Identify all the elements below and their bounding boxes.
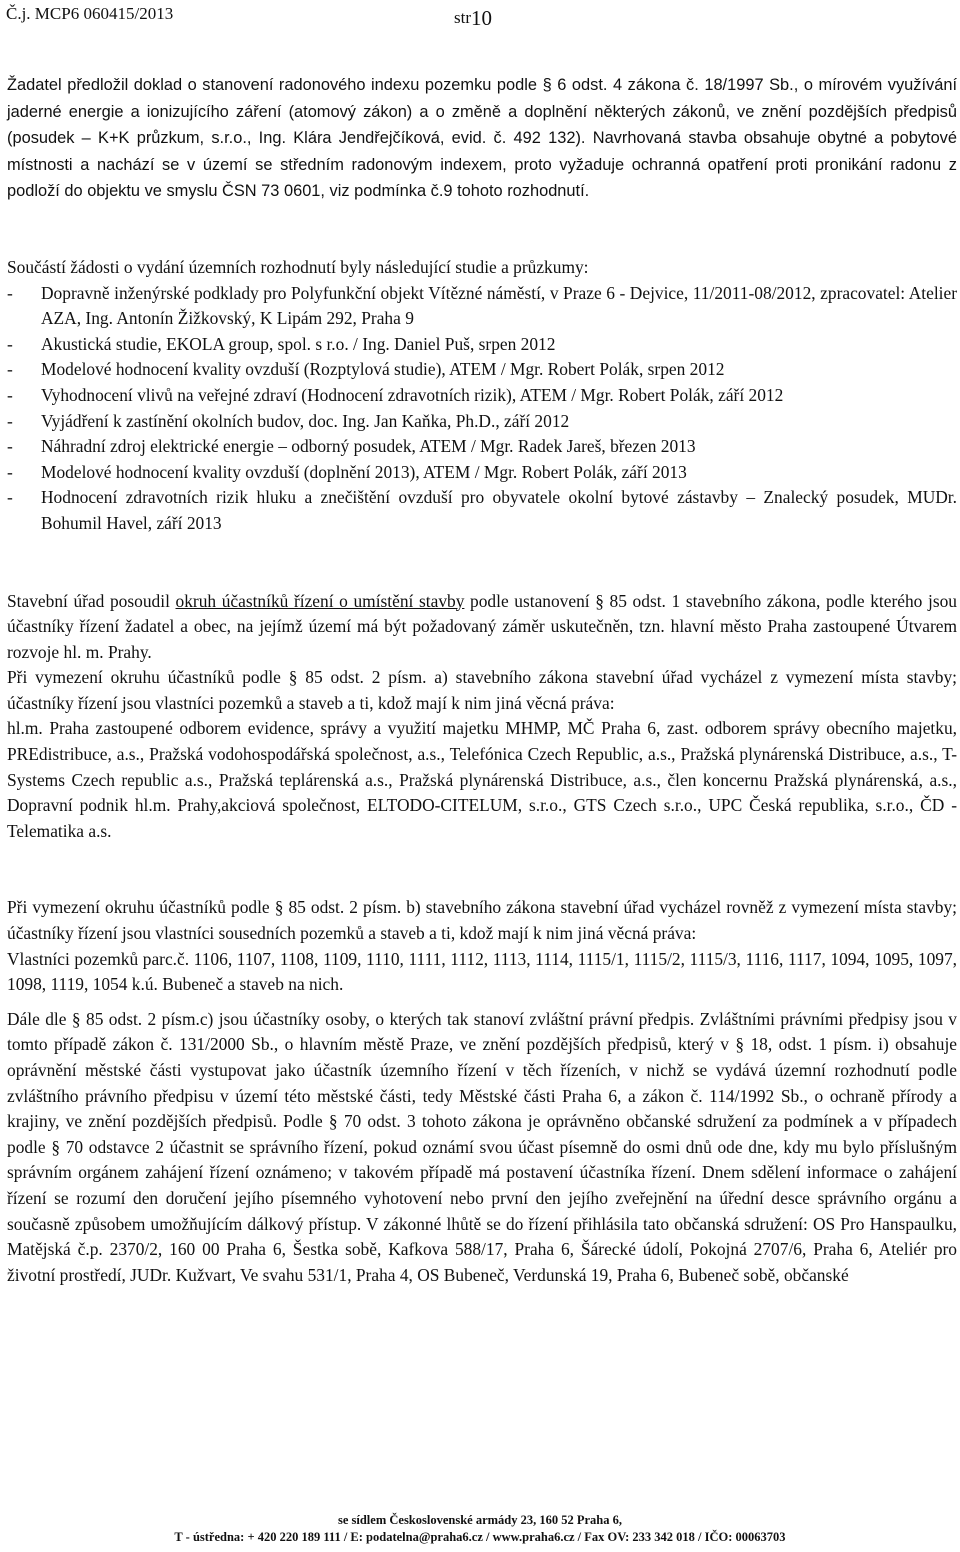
study-item: - Akustická studie, EKOLA group, spol. s r.o. / Ing. Daniel Puš, srpen 2012: [7, 332, 957, 358]
radon-text-sans-1: Žadatel předložil doklad o stanovení radonového indexu pozemku podle § 6 odst. 4 zákona č. 18/1997 Sb., o mírovém využívání jaderné energie a ionizujícího záření (atomový zákon) a o změně a doplnění některých zákonů, ve znění pozdějších předpisů (posudek – K+K průzkum, s.r.o., Ing. Klára Jendřejčíková, evid. č. 492 132).: [7, 76, 957, 148]
study-item: - Náhradní zdroj elektrické energie – odborný posudek, ATEM / Mgr. Radek Jareš, březen 2013: [7, 434, 957, 460]
page-label: str: [454, 8, 471, 27]
study-item: - Dopravně inženýrské podklady pro Polyfunkční objekt Vítězné náměstí, v Praze 6 - Dejvice, 11/2011-08/2012, zpracovatel: Atelier AZA, Ing. Antonín Žižkovský, K Lipám 292, Praha 9: [7, 281, 957, 332]
participants-b-paragraph: Při vymezení okruhu účastníků podle § 85 odst. 2 písm. b) stavebního zákona stavební úřad vycházel rovněž z vymezení místa stavby; účastníky řízení jsou vlastníci sousedních pozemků a staveb a ti, kdož mají k nim jiná věcná práva:: [7, 897, 957, 944]
participants-text-pre: Stavební úřad posoudil: [7, 590, 176, 611]
participants-c-paragraph: Dále dle § 85 odst. 2 písm.c) jsou účastníky osoby, o kterých tak stanoví zvláštní právní předpis. Zvláštními právními předpisy jsou v tomto případě zákon č. 131/2000 Sb., o hlavním městě Praze, ve znění pozdějších předpisů, který v § 18, odst. 1 písm. i) obsahuje oprávnění městské části vystupovat jako účastník územního řízení v těch řízeních, v nichž se vydává územní rozhodnutí podle zvláštního právního předpisu v území této městské části, tedy Městské části Praha 6, a zákon č. 114/1992 Sb., o ochraně přírody a krajiny, ve znění pozdějších předpisů. Podle § 70 odst. 3 tohoto zákona je oprávněno občanské sdružení za podmínek a v případech podle § 70 odstavce 2 účastnit se správního řízení, pokud oznámí svou účast písemně do osmi dnů ode dne, kdy mu bylo příslušným správním orgánem zahájení řízení oznámeno; v takovém případě má postavení účastníka řízení. Dnem sdělení informace o zahájení řízení se rozumí den doručení jejího písemného vyhotovení nebo první den jejího zveřejnění na úřední desce správního orgánu a současně způsobem umožňujícím dálkový přístup. V zákonné lhůtě se do řízení přihlásila tato občanská sdružení: OS Pro Hanspaulku, Matějská č.p. 2370/2, 160 00 Praha 6, Šestka sobě, Kafkova 588/17, Praha 6, Šárecké údolí, Pokojná 2707/6, Praha 6, Ateliér pro životní prostředí, JUDr. Kužvart, Ve svahu 531/1, Praha 4, OS Bubeneč, Verdunská 19, Praha 6, Bubeneč sobě, občanské: [7, 1008, 957, 1285]
radon-paragraph: [7, 72, 957, 205]
study-item: - Hodnocení zdravotních rizik hluku a znečištění ovzduší pro obyvatele okolní bytové zástavby – Znalecký posudek, MUDr. Bohumil Havel, září 2013: [7, 485, 957, 536]
reference-number: Č.j. MCP6 060415/2013: [6, 4, 174, 23]
study-item: - Vyjádření k zastínění okolních budov, doc. Ing. Jan Kaňka, Ph.D., září 2012: [7, 409, 957, 435]
participants-paragraph: [7, 589, 957, 666]
footer-address: se sídlem Československé armády 23, 160 52 Praha 6,: [337, 1513, 623, 1527]
page-number: [454, 4, 492, 29]
participants-text-post: podle ustanovení § 85 odst. 1 stavebního zákona, podle kterého jsou účastníky řízení žadatel a obec, na jejímž území má být požadovaný záměr uskutečněn, tzn. hlavní město Praha zastoupené Útvarem rozvoje hl. m. Prahy.: [7, 590, 957, 662]
studies-intro: Součástí žádosti o vydání územních rozhodnutí byly následující studie a průzkumy:: [7, 256, 589, 277]
page-number-value: 10: [471, 6, 492, 30]
document-body: [7, 72, 957, 1288]
study-item: - Modelové hodnocení kvality ovzduší (doplnění 2013), ATEM / Mgr. Robert Polák, září 2013: [7, 460, 957, 486]
radon-text-sans-2: Navrhovaná stavba obsahuje obytné a pobytové místnosti a nachází se v území se středním radonovým indexem, proto vyžaduje ochranná opatření proti pronikání radonu z podloží do objektu ve smyslu ČSN 73 0601, viz podmínka č.9 tohoto rozhodnutí.: [7, 129, 957, 201]
parcel-owners: Vlastníci pozemků parc.č. 1106, 1107, 1108, 1109, 1110, 1111, 1112, 1113, 1114, 1115/1, 1115/2, 1115/3, 1116, 1117, 1094, 1095, 1097, 1098, 1119, 1054 k.ú. Bubeneč a staveb na nich.: [7, 948, 957, 995]
participants-underlined: okruh účastníků řízení o umístění stavby: [175, 590, 465, 611]
studies-list: [7, 281, 957, 537]
study-item: - Vyhodnocení vlivů na veřejné zdraví (Hodnocení zdravotních rizik), ATEM / Mgr. Robert Polák, září 2012: [7, 383, 957, 409]
participants-a-paragraph: Při vymezení okruhu účastníků podle § 85 odst. 2 písm. a) stavebního zákona stavební úřad vycházel z vymezení místa stavby; účastníky řízení jsou vlastníci pozemků a staveb a ti, kdož mají k nim jiná věcná práva:: [7, 667, 957, 713]
footer-contacts: T - ústředna: + 420 220 189 111 / E: podatelna@praha6.cz / www.praha6.cz / Fax OV: 233 342 018 / IČO: 00063703: [174, 1530, 786, 1544]
participants-a-list: hl.m. Praha zastoupené odborem evidence, správy a využití majetku MHMP, MČ Praha 6, zast. odborem správy obecního majetku, PREdistribuce, a.s., Pražská vodohospodářská společnost, a.s., Telefónica Czech Republic, a.s., Pražská plynárenská Distribuce, a.s., T-Systems Czech republic a.s., Pražská teplárenská a.s., Pražská plynárenská Distribuce, a.s., člen koncernu Pražská plynárenská, a.s., Dopravní podnik hl.m. Prahy,akciová společnost, ELTODO-CITELUM, s.r.o., GTS Czech s.r.o., UPC Česká republika, s.r.o., ČD - Telematika a.s.: [7, 718, 957, 841]
study-item: - Modelové hodnocení kvality ovzduší (Rozptylová studie), ATEM / Mgr. Robert Polák, srpen 2012: [7, 357, 957, 383]
